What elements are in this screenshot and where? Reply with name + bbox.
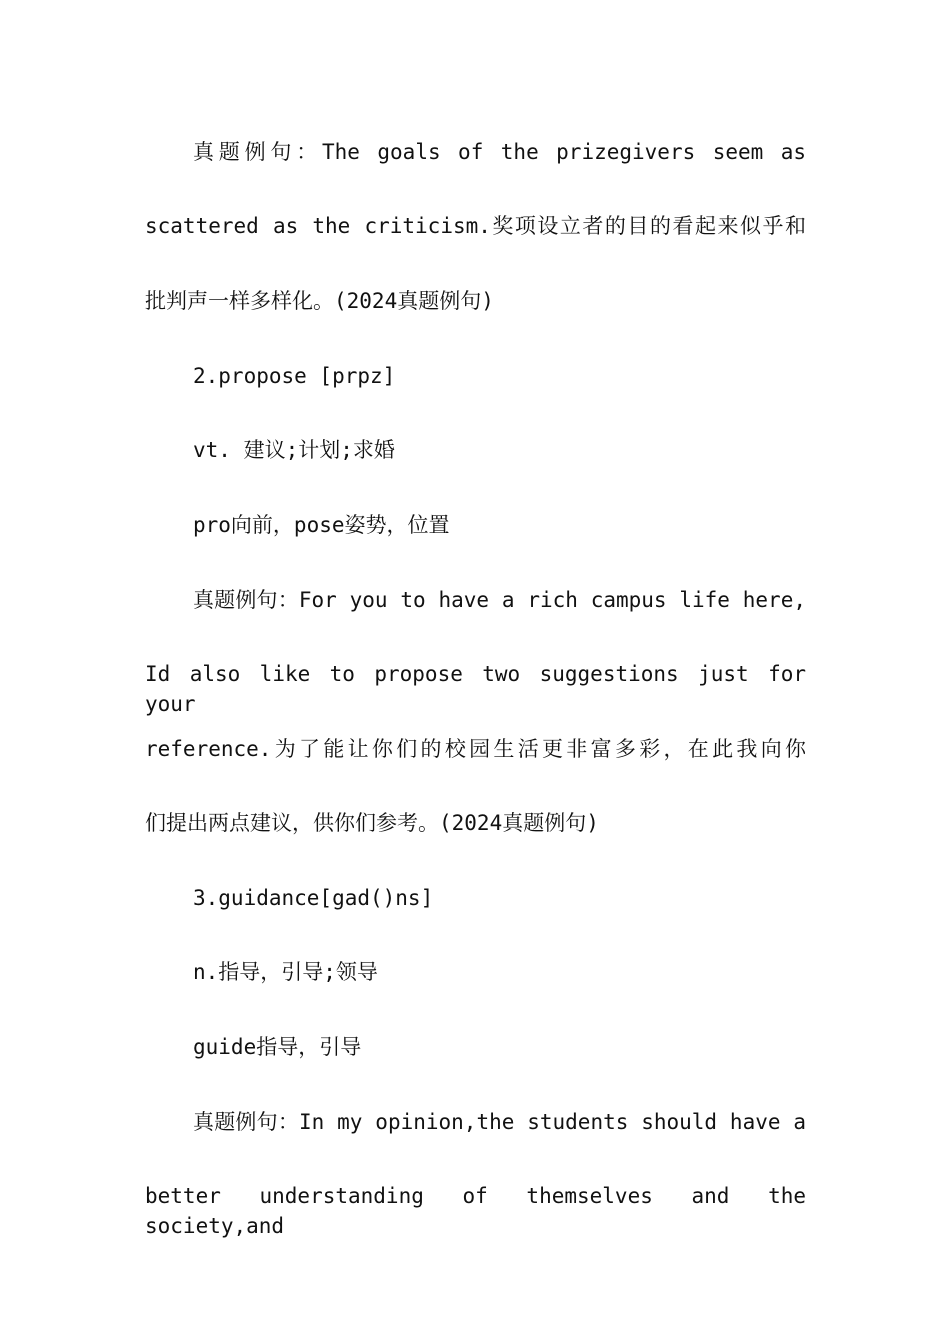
example-sentence-2-line-1: 真题例句：For you to have a rich campus life here, <box>193 588 806 612</box>
vocab-heading-propose: 2.propose [prpz] <box>193 364 396 388</box>
vocab-etymology-propose: pro向前，pose姿势，位置 <box>193 513 450 537</box>
example-sentence-1-line-2: scattered as the criticism.奖项设立者的目的看起来似乎和 <box>145 214 806 238</box>
vocab-etymology-guidance: guide指导，引导 <box>193 1035 362 1059</box>
vocab-definition-guidance: n.指导，引导;领导 <box>193 960 378 984</box>
example-sentence-2-line-3: reference.为了能让你们的校园生活更非富多彩，在此我向你 <box>145 737 806 761</box>
vocab-heading-guidance: 3.guidance[gad()ns] <box>193 886 434 910</box>
vocab-definition-propose: vt. 建议;计划;求婚 <box>193 438 395 462</box>
example-sentence-3-line-2: better understanding of themselves and the society,and <box>145 1184 806 1238</box>
example-sentence-2-line-4: 们提出两点建议，供你们参考。(2024真题例句) <box>145 811 599 835</box>
example-sentence-1-line-3: 批判声一样多样化。(2024真题例句) <box>145 289 494 313</box>
example-sentence-1-line-1: 真题例句：The goals of the prizegivers seem as <box>193 140 806 164</box>
example-sentence-3-line-1: 真题例句：In my opinion,the students should have a <box>193 1110 806 1134</box>
example-sentence-2-line-2: Id also like to propose two suggestions just for your <box>145 662 806 716</box>
